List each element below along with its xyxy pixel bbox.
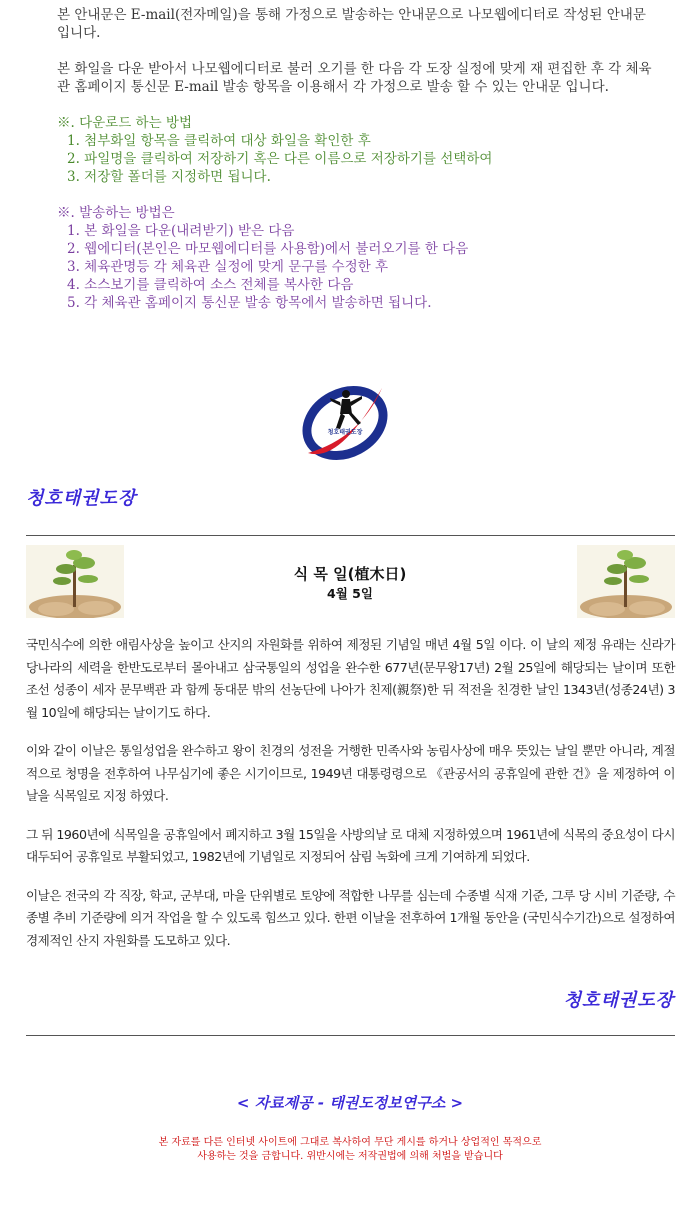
article-title: 식 목 일(植木日) [293,565,407,583]
copyright-line-1: 본 자료를 다른 인터넷 사이트에 그대로 복사하여 무단 게시를 하거나 상업적인 목적으로 [158,1137,542,1148]
divider-top [26,535,675,536]
download-step: 3. 저장할 폴더를 지정하면 됩니다. [67,169,271,185]
article-body [26,634,675,968]
signature-top: 청호태권도장 [26,488,137,509]
send-step: 1. 본 화일을 다운(내려받기) 받은 다음 [67,223,295,239]
download-instructions [57,114,662,186]
copyright-notice [0,1136,700,1164]
divider-bottom [26,1035,675,1036]
intro-paragraph-2: 본 화일을 다운 받아서 나모웹에디터로 불러 오기를 한 다음 각 도장 실정에 맞게 재 편집한 후 각 체육관 홈페이지 통신문 E-mail 발송 항목을 이용해서 각 가정으로 발송 할 수 있는 안내문 입니다. [57,61,652,95]
send-step: 3. 체육관명등 각 체육관 실정에 맞게 문구를 수정한 후 [67,259,389,275]
download-step: 1. 첨부화일 항목을 클릭하여 대상 화일을 확인한 후 [67,133,371,149]
send-step: 4. 소스보기를 클릭하여 소스 전체를 복사한 다음 [67,277,354,293]
send-step: 5. 각 체육관 홈페이지 통신문 발송 항목에서 발송하면 됩니다. [67,295,432,311]
send-instructions [57,204,662,312]
download-step: 2. 파일명을 클릭하여 저장하기 혹은 다른 이름으로 저장하기를 선택하여 [67,151,493,167]
send-step: 2. 웹에디터(본인은 마모웹에디터를 사용함)에서 불러오기를 한 다음 [67,241,469,257]
download-title: ※. 다운로드 하는 방법 [57,115,192,131]
copyright-line-2: 사용하는 것을 금합니다. 위반시에는 저작권법에 의해 처벌을 받습니다 [197,1151,503,1162]
signature-bottom: 청호태권도장 [563,990,674,1011]
article-paragraph: 그 뒤 1960년에 식목일을 공휴일에서 폐지하고 3월 15일을 사방의날 로 대체 지정하였으며 1961년에 식목의 중요성이 다시 대두되어 공휴일로 부활되었고, 1982년에 기념일로 지정되어 삼림 녹화에 크게 기여하게 되었다. [26,826,675,864]
article-date: 4월 5일 [327,586,373,601]
intro-paragraph-1: 본 안내문은 E-mail(전자메일)을 통해 가정으로 발송하는 안내문으로 나모웹에디터로 작성된 안내문 입니다. [57,7,646,41]
dojang-logo [300,368,390,463]
article-paragraph: 국민식수에 의한 애림사상을 높이고 산지의 자원화를 위하여 제정된 기념일 매년 4월 5일 이다. 이 날의 제정 유래는 신라가 당나라의 세력을 한반도로부터 몰아내고 삼국통일의 성업을 완수한 677년(문무왕17년) 2월 25일에 해당되는 날이며 또한 조선 성종이 세자 문무백관 과 함께 동대문 밖의 선농단에 나아가 친제(親祭)한 뒤 적전을 친경한 날인 1343년(성종24년) 3월 10일에 해당되는 날이기도 하다. [26,637,675,720]
logo-text: 청호태권도장 [327,429,363,436]
send-title: ※. 발송하는 방법은 [57,205,175,221]
intro-section [57,6,662,330]
source-credit: < 자료제공 - 태권도정보연구소 > [236,1094,464,1112]
article-paragraph: 이날은 전국의 각 직장, 학교, 군부대, 마을 단위별로 토양에 적합한 나무를 심는데 수종별 식재 기준, 그루 당 시비 기준량, 수종별 추비 기준량에 의거 작업을 할 수 있도록 힘쓰고 있다. 한편 이날을 전후하여 1개월 동안을 (국민식수기간)으로 설정하여 경제적인 산지 자원화를 도모하고 있다. [26,887,675,948]
article-paragraph: 이와 같이 이날은 통일성업을 완수하고 왕이 친경의 성전을 거행한 민족사와 농림사상에 매우 뜻있는 날일 뿐만 아니라, 계절적으로 청명을 전후하여 나무심기에 좋은 시기이므로, 1949년 대통령령으로 《관공서의 공휴일에 관한 건》을 제정하여 이날을 식목일로 지정 하였다. [26,743,675,803]
